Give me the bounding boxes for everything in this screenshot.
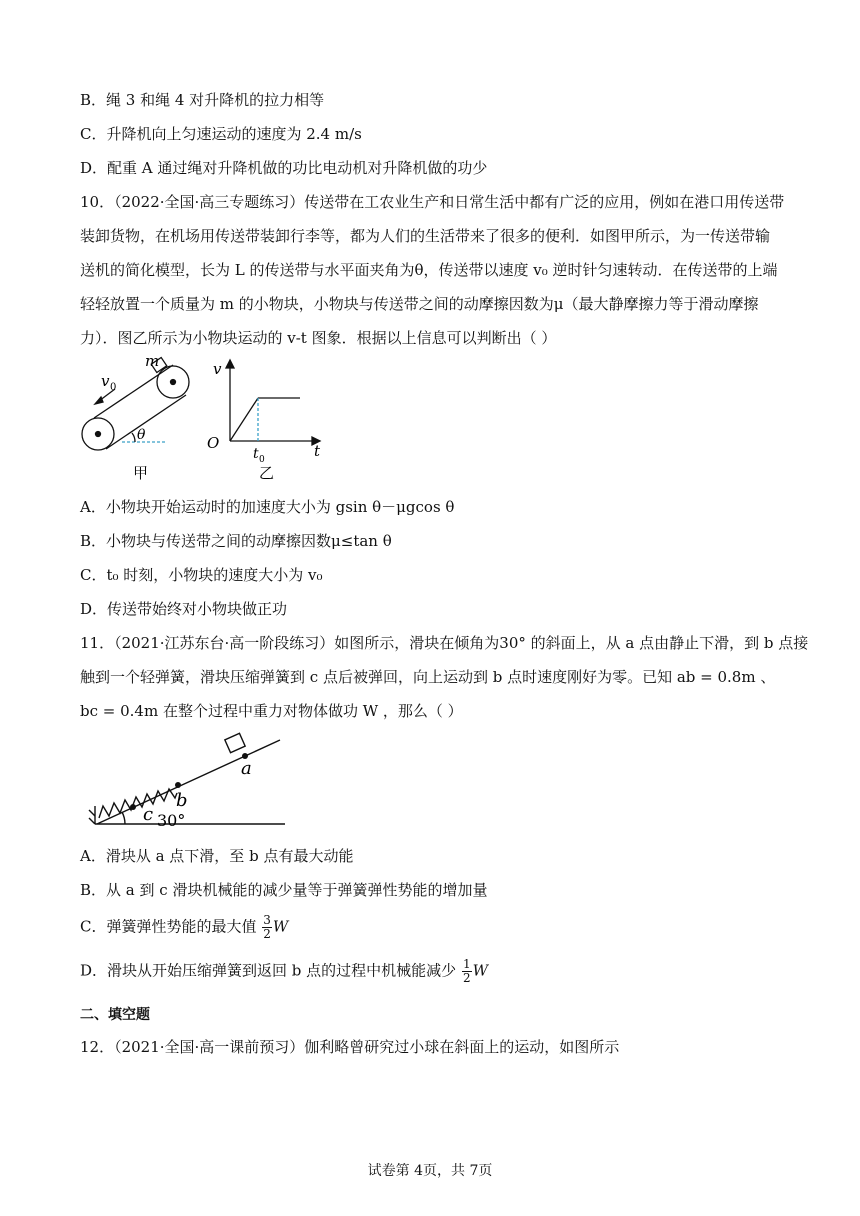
work-variable: W: [272, 917, 289, 936]
point-b-label: b: [176, 790, 188, 811]
q10-option-b: B．小物块与传送带之间的动摩擦因数μ≤tan θ: [80, 532, 392, 550]
q10-figure: [75, 352, 335, 487]
q10-option-d: D．传送带始终对小物块做正功: [80, 600, 288, 618]
fraction-one-half: [462, 958, 472, 985]
q11-option-d-text: D．滑块从开始压缩弹簧到返回 b 点的过程中机械能减少: [80, 961, 457, 980]
q11-stem-line-1: 11．（2021·江苏东台·高一阶段练习）如图所示，滑块在倾角为30° 的斜面上，从 a 点由静止下滑，到 b 点接: [80, 634, 809, 652]
conveyor-belt-diagram: [82, 357, 189, 450]
q12-stem: 12．（2021·全国·高一课前预习）伽利略曾研究过小球在斜面上的运动，如图所示: [80, 1038, 620, 1056]
vt-graph: [226, 360, 320, 445]
fraction-numerator: 1: [462, 957, 471, 971]
q9-option-b: B．绳 3 和绳 4 对升降机的拉力相等: [80, 91, 325, 109]
q10-stem-line-1: 10．（2022·全国·高三专题练习）传送带在工农业生产和日常生活中都有广泛的应用，例如在港口用传送带: [80, 193, 785, 211]
q10-stem-line-3: 送机的简化模型，长为 L 的传送带与水平面夹角为θ，传送带以速度 v₀ 逆时针匀速转动．在传送带的上端: [80, 261, 778, 279]
work-variable: W: [472, 961, 489, 980]
origin-label: O: [207, 434, 220, 452]
figure-yi-label: 乙: [259, 464, 275, 482]
t-axis-label: t: [314, 442, 321, 460]
angle-label: 30°: [157, 811, 186, 830]
fraction-denominator: 2: [263, 927, 271, 941]
v0-subscript: 0: [110, 382, 117, 393]
point-c-dot: [130, 804, 136, 810]
fraction-denominator: 2: [462, 971, 471, 985]
section-heading-fill-in: 二、填空题: [80, 1007, 150, 1023]
q9-option-d: D．配重 A 通过绳对升降机做的功比电动机对升降机做的功少: [80, 159, 488, 177]
q11-option-c: [80, 914, 288, 941]
t0-subscript: 0: [259, 455, 265, 465]
q11-stem-line-3: bc = 0.4m 在整个过程中重力对物体做功 W ，那么（ ）: [80, 702, 463, 720]
q11-option-b: B．从 a 到 c 滑块机械能的减少量等于弹簧弹性势能的增加量: [80, 881, 488, 899]
theta-label: θ: [137, 427, 146, 443]
v0-label: v: [101, 372, 110, 390]
q11-option-c-text: C．弹簧弹性势能的最大值: [80, 917, 257, 936]
v-axis-label: v: [213, 360, 222, 378]
page-footer: 试卷第 4页，共 7页: [367, 1163, 493, 1179]
mass-label: m: [145, 352, 160, 370]
point-b-dot: [175, 782, 181, 788]
q11-option-d: [80, 958, 488, 985]
figure-jia-label: 甲: [133, 464, 149, 482]
t0-label: t: [253, 446, 259, 462]
fraction-three-halves: [262, 914, 272, 941]
q11-option-a: A．滑块从 a 点下滑，至 b 点有最大动能: [80, 847, 354, 865]
q9-option-c: C．升降机向上匀速运动的速度为 2.4 m/s: [80, 125, 362, 143]
q11-stem-line-2: 触到一个轻弹簧，滑块压缩弹簧到 c 点后被弹回，向上运动到 b 点时速度刚好为零。已知 ab = 0.8m 、: [80, 668, 776, 686]
point-a-label: a: [241, 758, 252, 779]
point-c-label: c: [143, 804, 154, 825]
q10-stem-line-2: 装卸货物，在机场用传送带装卸行李等，都为人们的生活带来了很多的便利．如图甲所示，为一传送带输: [80, 227, 771, 245]
fraction-numerator: 3: [263, 913, 271, 927]
q11-figure: [85, 728, 290, 832]
q10-stem-line-5: 力）．图乙所示为小物块运动的 v-t 图象．根据以上信息可以判断出（ ）: [80, 329, 557, 347]
q10-option-a: A．小物块开始运动时的加速度大小为 gsin θ－μgcos θ: [80, 498, 455, 516]
q10-stem-line-4: 轻轻放置一个质量为 m 的小物块，小物块与传送带之间的动摩擦因数为μ（最大静摩擦力等于滑动摩擦: [80, 295, 759, 313]
q10-option-c: C．t₀ 时刻，小物块的速度大小为 v₀: [80, 566, 323, 584]
